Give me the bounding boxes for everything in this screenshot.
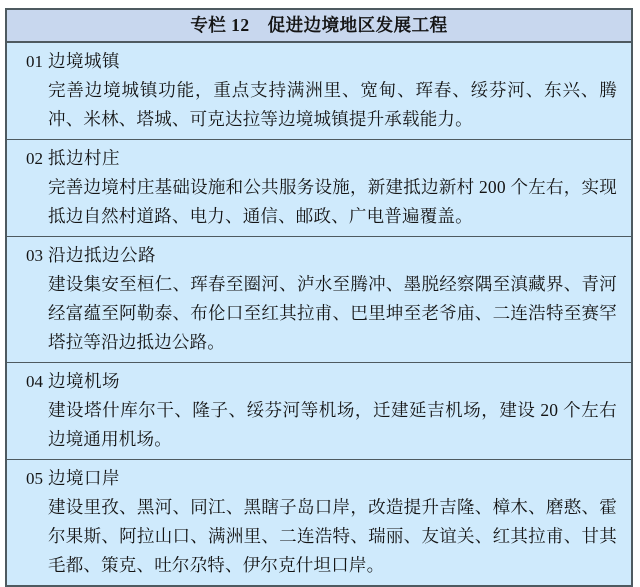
section-number: 05 [26,469,43,488]
section-body: 建设塔什库尔干、隆子、绥芬河等机场，迁建延吉机场，建设 20 个左右边境通用机场。 [48,400,617,449]
section-number: 03 [26,246,43,265]
section-number: 02 [26,149,43,168]
section-body: 建设里孜、黑河、同江、黑瞎子岛口岸，改造提升吉隆、樟木、磨憨、霍尔果斯、阿拉山口、满洲里、二连浩特、瑞丽、友谊关、红其拉甫、甘其毛都、策克、吐尔尕特、伊尔克什坦口岸。 [48,497,617,575]
section-title: 边境城镇 [48,51,120,71]
section-body: 完善边境城镇功能，重点支持满洲里、宽甸、珲春、绥芬河、东兴、腾冲、米林、塔城、可克达拉等边境城镇提升承载能力。 [48,80,617,129]
section-body: 建设集安至桓仁、珲春至圈河、泸水至腾冲、墨脱经察隅至滇藏界、青河经富蕴至阿勒泰、布伦口至红其拉甫、巴里坤至老爷庙、二连浩特至赛罕塔拉等沿边抵边公路。 [48,274,617,352]
section-title: 抵边村庄 [48,148,120,168]
section-border-ports [7,460,631,585]
policy-box [5,8,633,587]
section-border-airports [7,363,631,460]
section-number: 01 [26,52,43,71]
box-title: 专栏 12 促进边境地区发展工程 [7,10,631,43]
section-body: 完善边境村庄基础设施和公共服务设施，新建抵边新村 200 个左右，实现抵边自然村道路、电力、通信、邮政、广电普遍覆盖。 [48,177,617,226]
section-border-towns [7,43,631,140]
section-title: 沿边抵边公路 [48,245,156,265]
section-title: 边境机场 [48,371,120,391]
section-border-villages [7,140,631,237]
section-title: 边境口岸 [48,468,120,488]
section-border-roads [7,237,631,363]
section-number: 04 [26,372,43,391]
